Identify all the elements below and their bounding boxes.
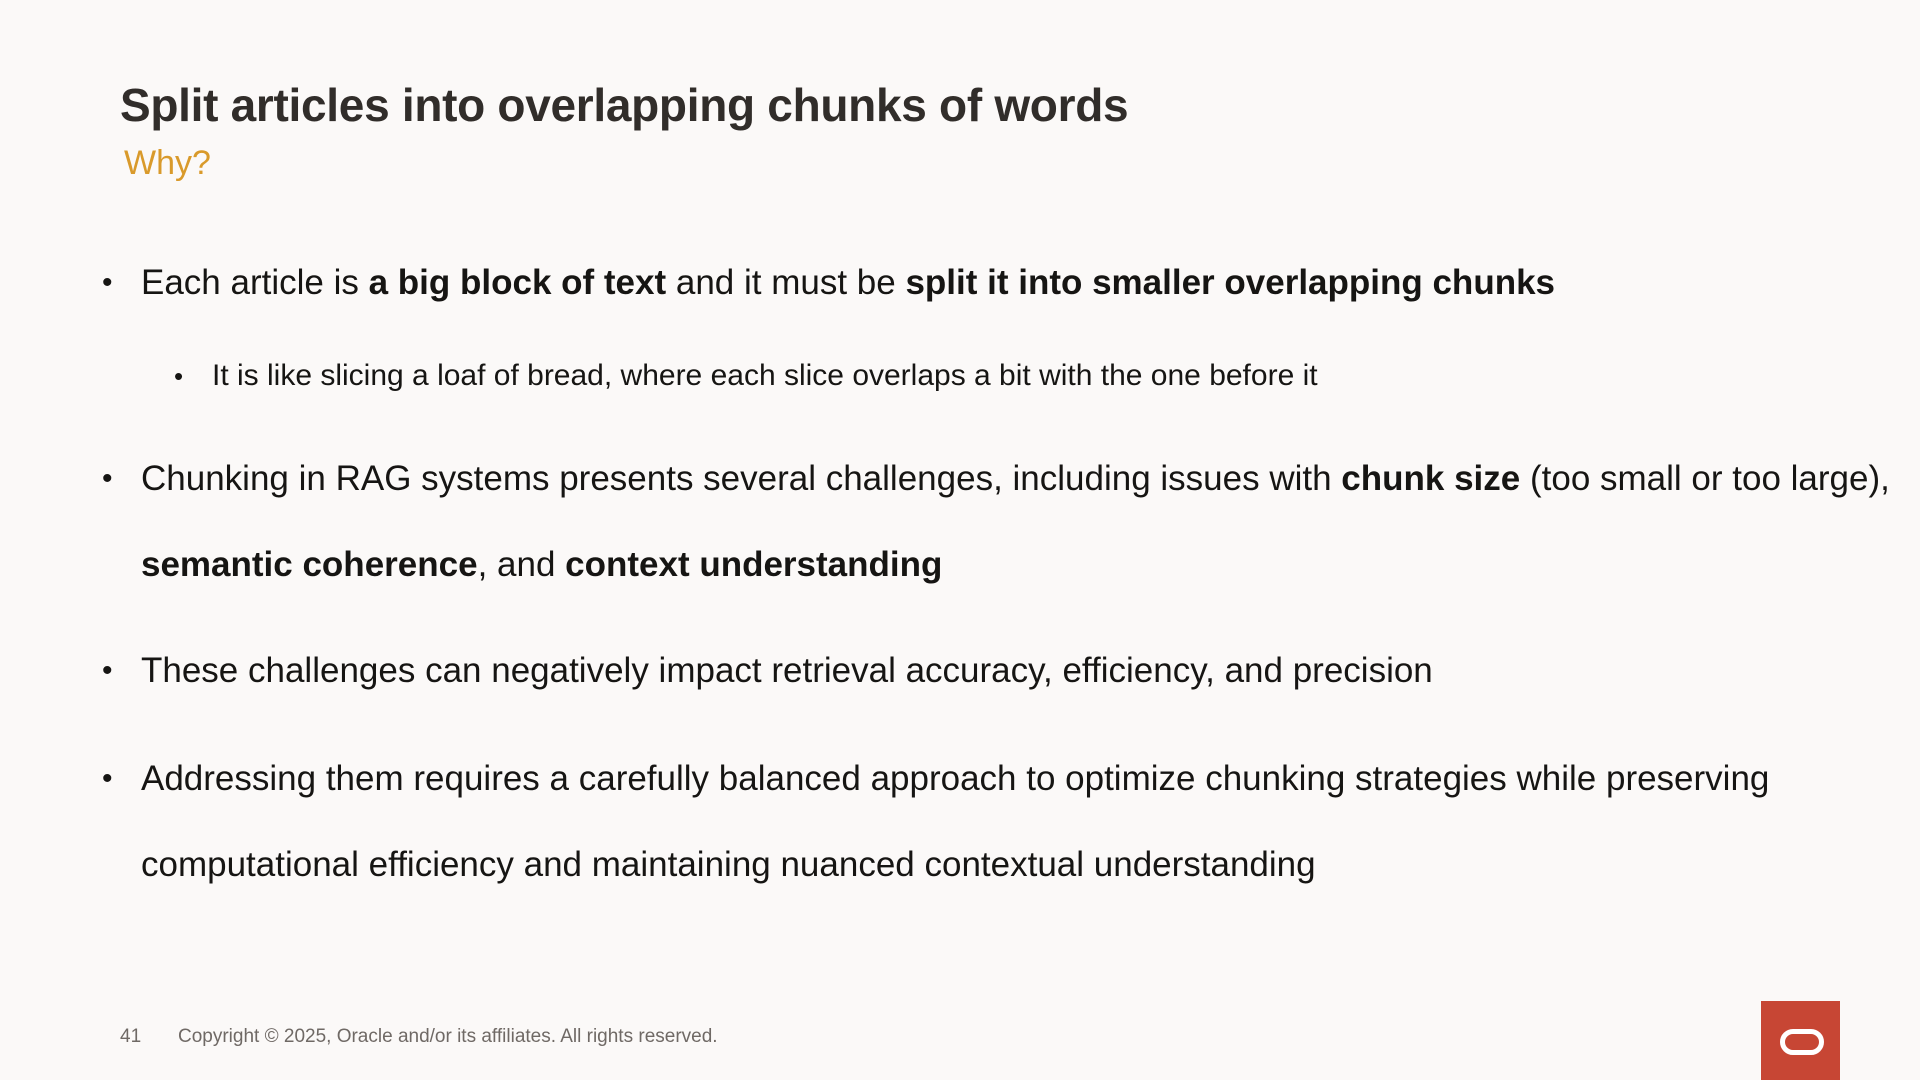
- bullet-text-bold: context understanding: [565, 545, 943, 584]
- bullet-text: [141, 240, 1920, 326]
- bullet-text-segment: It is like slicing a loaf of bread, where each slice overlaps a bit with the one before it: [212, 359, 1318, 392]
- bullet-marker: •: [102, 762, 113, 795]
- bullet-text-segment: These challenges can negatively impact retrieval accuracy, efficiency, and precision: [141, 651, 1433, 690]
- bullet-text-segment: (too small or too large),: [1520, 459, 1890, 498]
- bullet-text-bold: a big block of text: [368, 263, 667, 302]
- bullet-text-segment: Chunking in RAG systems presents several challenges, including issues with: [141, 459, 1342, 498]
- oracle-logo-icon: [1761, 1001, 1840, 1080]
- bullet-item: [102, 736, 1841, 908]
- bullet-text-segment: , and: [477, 545, 566, 584]
- bullet-text-bold: semantic coherence: [141, 545, 478, 584]
- slide-subtitle: Why?: [124, 144, 211, 182]
- copyright-notice: Copyright © 2025, Oracle and/or its affiliates. All rights reserved.: [178, 1026, 718, 1047]
- bullet-marker: •: [174, 361, 184, 391]
- bullet-item: [102, 628, 1920, 714]
- bullet-text-bold: split it into smaller overlapping chunks: [905, 263, 1556, 302]
- bullet-text-segment: Addressing them requires a carefully balanced approach to optimize chunking strategies while preserving computational efficiency and maintaining nuanced contextual understanding: [141, 759, 1770, 884]
- bullet-text: [141, 436, 1920, 608]
- bullet-marker: •: [102, 266, 113, 299]
- oracle-ring-icon: [1780, 1029, 1824, 1055]
- bullet-text-segment: Each article is: [141, 263, 369, 302]
- bullet-text-segment: and it must be: [666, 263, 906, 302]
- page-number: 41: [120, 1026, 142, 1047]
- bullet-text: [141, 628, 1920, 714]
- bullet-text: [212, 346, 1862, 406]
- bullet-marker: •: [102, 654, 113, 687]
- bullet-item: [102, 240, 1920, 326]
- bullet-text: [141, 736, 1841, 908]
- bullet-item: [102, 436, 1920, 608]
- slide-title: Split articles into overlapping chunks of words: [120, 79, 1129, 131]
- bullet-marker: •: [102, 462, 113, 495]
- bullet-text-bold: chunk size: [1341, 459, 1521, 498]
- sub-bullet-item: [174, 346, 1862, 406]
